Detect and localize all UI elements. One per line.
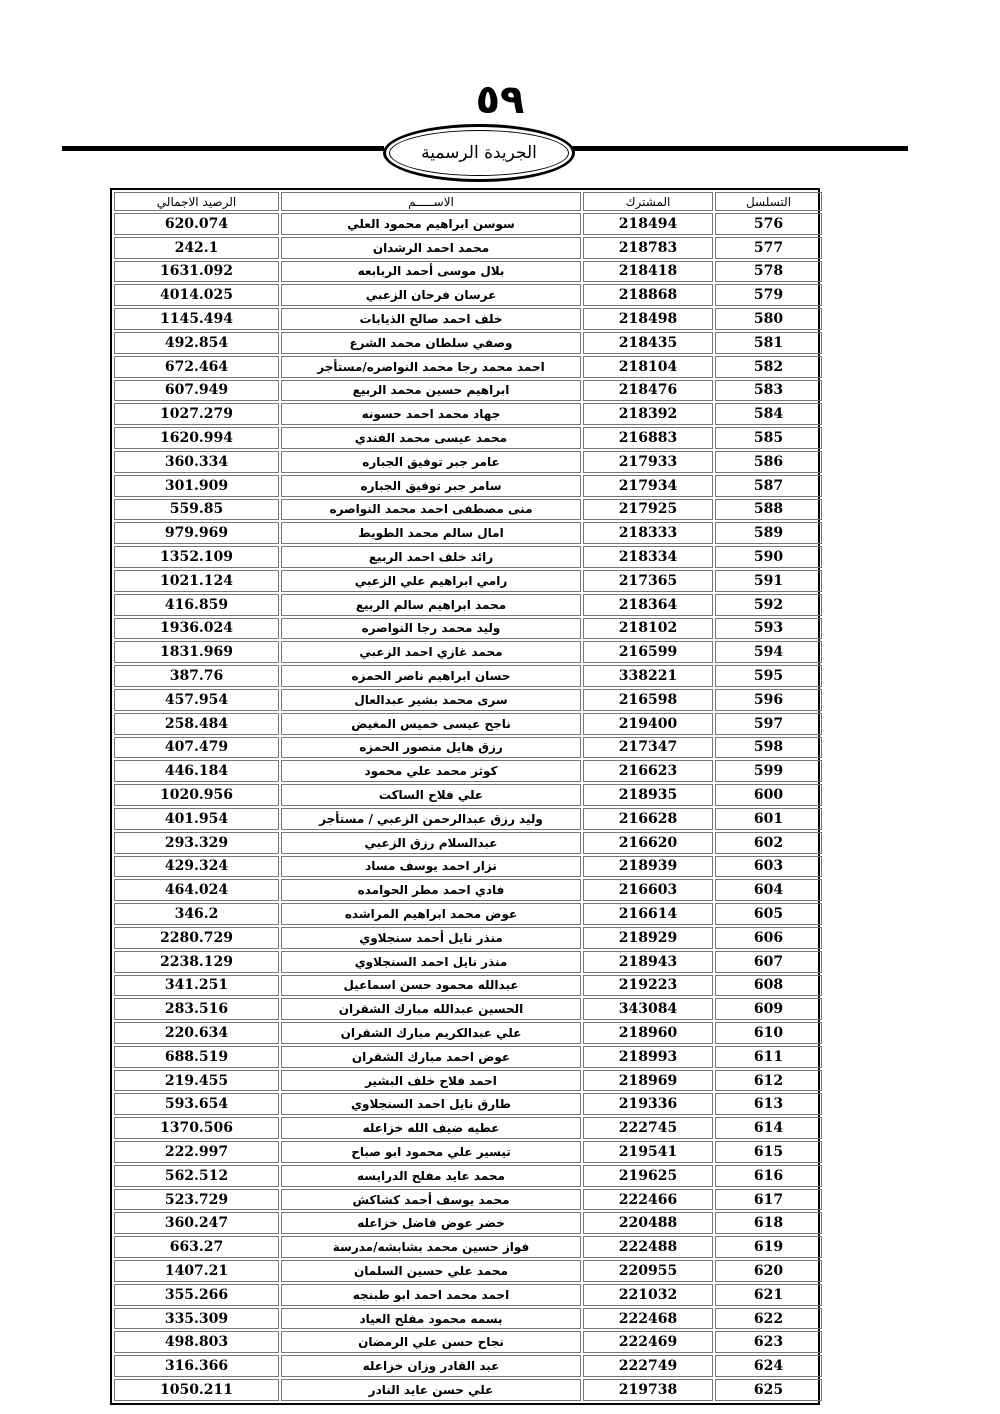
table-row xyxy=(114,213,822,235)
cell-serial: 621 xyxy=(715,1284,822,1306)
cell-subscriber: 217347 xyxy=(583,737,713,759)
cell-subscriber: 216620 xyxy=(583,832,713,854)
cell-serial: 616 xyxy=(715,1165,822,1187)
cell-subscriber: 217365 xyxy=(583,570,713,592)
cell-name: علي عبدالكريم مبارك الشقران xyxy=(281,1022,581,1044)
cell-balance: 341.251 xyxy=(114,975,279,997)
cell-name: جهاد محمد احمد حسونه xyxy=(281,403,581,425)
cell-serial: 591 xyxy=(715,570,822,592)
cell-subscriber: 218435 xyxy=(583,332,713,354)
cell-name: ناجح عيسى خميس المغيض xyxy=(281,713,581,735)
header-serial: التسلسل xyxy=(715,192,822,211)
table-row xyxy=(114,832,822,854)
cell-name: احمد محمد احمد ابو طبنجه xyxy=(281,1284,581,1306)
cell-serial: 605 xyxy=(715,903,822,925)
cell-serial: 583 xyxy=(715,380,822,402)
cell-balance: 293.329 xyxy=(114,832,279,854)
cell-balance: 2280.729 xyxy=(114,927,279,949)
cell-serial: 606 xyxy=(715,927,822,949)
cell-subscriber: 222468 xyxy=(583,1308,713,1330)
table-row xyxy=(114,1070,822,1092)
cell-subscriber: 219400 xyxy=(583,713,713,735)
cell-balance: 620.074 xyxy=(114,213,279,235)
cell-subscriber: 217933 xyxy=(583,451,713,473)
cell-name: عبد القادر وزان خزاعله xyxy=(281,1355,581,1377)
cell-name: الحسين عبدالله مبارك الشقران xyxy=(281,998,581,1020)
cell-subscriber: 218364 xyxy=(583,594,713,616)
cell-balance: 1050.211 xyxy=(114,1379,279,1401)
masthead-title: الجريدة الرسمية xyxy=(421,143,537,163)
page-number: ٥٩ xyxy=(475,77,525,123)
cell-serial: 587 xyxy=(715,475,822,497)
cell-serial: 599 xyxy=(715,760,822,782)
table-row xyxy=(114,1022,822,1044)
cell-name: عرسان فرحان الزعبي xyxy=(281,284,581,306)
cell-serial: 618 xyxy=(715,1212,822,1234)
cell-subscriber: 218943 xyxy=(583,951,713,973)
cell-name: عوض احمد مبارك الشقران xyxy=(281,1046,581,1068)
cell-balance: 1831.969 xyxy=(114,641,279,663)
cell-subscriber: 222469 xyxy=(583,1331,713,1353)
cell-subscriber: 216883 xyxy=(583,427,713,449)
cell-balance: 360.334 xyxy=(114,451,279,473)
table-row xyxy=(114,998,822,1020)
table-row xyxy=(114,1117,822,1139)
cell-subscriber: 222749 xyxy=(583,1355,713,1377)
cell-name: بسمه محمود مفلح العياد xyxy=(281,1308,581,1330)
cell-serial: 588 xyxy=(715,499,822,521)
subscribers-table xyxy=(110,188,820,1405)
cell-serial: 582 xyxy=(715,356,822,378)
cell-balance: 346.2 xyxy=(114,903,279,925)
cell-name: رزق هايل منصور الحمزه xyxy=(281,737,581,759)
cell-name: محمد ابراهيم سالم الربيع xyxy=(281,594,581,616)
cell-name: ابراهيم حسين محمد الربيع xyxy=(281,380,581,402)
header-name: الاســـــم xyxy=(281,192,581,211)
cell-serial: 619 xyxy=(715,1236,822,1258)
table-row xyxy=(114,618,822,640)
table-row xyxy=(114,856,822,878)
cell-name: عبدالسلام رزق الزعبي xyxy=(281,832,581,854)
table-row xyxy=(114,879,822,901)
cell-name: وصفي سلطان محمد الشرع xyxy=(281,332,581,354)
table-row xyxy=(114,356,822,378)
cell-balance: 688.519 xyxy=(114,1046,279,1068)
cell-name: محمد احمد الرشدان xyxy=(281,237,581,259)
cell-serial: 609 xyxy=(715,998,822,1020)
cell-serial: 617 xyxy=(715,1189,822,1211)
cell-serial: 584 xyxy=(715,403,822,425)
cell-balance: 523.729 xyxy=(114,1189,279,1211)
header-rule-right xyxy=(572,146,908,151)
cell-subscriber: 218494 xyxy=(583,213,713,235)
table-row xyxy=(114,1260,822,1282)
cell-name: عبدالله محمود حسن اسماعيل xyxy=(281,975,581,997)
cell-balance: 593.654 xyxy=(114,1093,279,1115)
table-row xyxy=(114,237,822,259)
cell-subscriber: 222466 xyxy=(583,1189,713,1211)
cell-balance: 672.464 xyxy=(114,356,279,378)
cell-subscriber: 218104 xyxy=(583,356,713,378)
cell-subscriber: 218960 xyxy=(583,1022,713,1044)
table-row xyxy=(114,261,822,283)
cell-balance: 335.309 xyxy=(114,1308,279,1330)
cell-balance: 464.024 xyxy=(114,879,279,901)
cell-serial: 579 xyxy=(715,284,822,306)
table-row xyxy=(114,427,822,449)
cell-balance: 355.266 xyxy=(114,1284,279,1306)
cell-balance: 1021.124 xyxy=(114,570,279,592)
table-row xyxy=(114,570,822,592)
cell-name: حسان ابراهيم ناصر الحمزه xyxy=(281,665,581,687)
masthead-inner-border xyxy=(389,130,569,176)
table-row xyxy=(114,284,822,306)
table-row xyxy=(114,641,822,663)
cell-balance: 301.909 xyxy=(114,475,279,497)
table-row xyxy=(114,808,822,830)
cell-name: تيسير علي محمود ابو صباح xyxy=(281,1141,581,1163)
cell-balance: 258.484 xyxy=(114,713,279,735)
cell-serial: 624 xyxy=(715,1355,822,1377)
cell-serial: 604 xyxy=(715,879,822,901)
cell-name: فواز حسين محمد بشابشه/مدرسة xyxy=(281,1236,581,1258)
table-row xyxy=(114,451,822,473)
cell-balance: 407.479 xyxy=(114,737,279,759)
cell-name: منذر نايل أحمد سنجلاوي xyxy=(281,927,581,949)
cell-balance: 2238.129 xyxy=(114,951,279,973)
table-row xyxy=(114,1355,822,1377)
cell-subscriber: 216623 xyxy=(583,760,713,782)
cell-serial: 612 xyxy=(715,1070,822,1092)
table-row xyxy=(114,1284,822,1306)
cell-subscriber: 216598 xyxy=(583,689,713,711)
cell-balance: 429.324 xyxy=(114,856,279,878)
cell-subscriber: 217925 xyxy=(583,499,713,521)
cell-subscriber: 221032 xyxy=(583,1284,713,1306)
cell-name: سامر جبر توفيق الجباره xyxy=(281,475,581,497)
table-row xyxy=(114,927,822,949)
cell-subscriber: 218392 xyxy=(583,403,713,425)
cell-serial: 597 xyxy=(715,713,822,735)
table-header-row xyxy=(114,192,822,211)
cell-balance: 360.247 xyxy=(114,1212,279,1234)
cell-balance: 446.184 xyxy=(114,760,279,782)
cell-subscriber: 218969 xyxy=(583,1070,713,1092)
cell-subscriber: 218868 xyxy=(583,284,713,306)
table-row xyxy=(114,713,822,735)
cell-serial: 613 xyxy=(715,1093,822,1115)
cell-name: فادي احمد مطر الحوامده xyxy=(281,879,581,901)
table-row xyxy=(114,1379,822,1401)
cell-serial: 592 xyxy=(715,594,822,616)
cell-name: احمد فلاح خلف البشير xyxy=(281,1070,581,1092)
cell-serial: 600 xyxy=(715,784,822,806)
cell-name: سوسن ابراهيم محمود العلي xyxy=(281,213,581,235)
cell-name: وليد رزق عبدالرحمن الزعبي / مستأجر xyxy=(281,808,581,830)
table-row xyxy=(114,665,822,687)
table-row xyxy=(114,1141,822,1163)
cell-subscriber: 219336 xyxy=(583,1093,713,1115)
cell-subscriber: 222488 xyxy=(583,1236,713,1258)
header-balance: الرصيد الاجمالي xyxy=(114,192,279,211)
cell-name: محمد علي حسين السلمان xyxy=(281,1260,581,1282)
table-row xyxy=(114,689,822,711)
header-rule-left xyxy=(62,146,384,151)
cell-balance: 219.455 xyxy=(114,1070,279,1092)
header-subscriber: المشترك xyxy=(583,192,713,211)
cell-subscriber: 220955 xyxy=(583,1260,713,1282)
cell-name: وليد محمد رجا النواصره xyxy=(281,618,581,640)
cell-balance: 401.954 xyxy=(114,808,279,830)
cell-subscriber: 216599 xyxy=(583,641,713,663)
cell-balance: 4014.025 xyxy=(114,284,279,306)
cell-balance: 1936.024 xyxy=(114,618,279,640)
cell-subscriber: 222745 xyxy=(583,1117,713,1139)
cell-balance: 387.76 xyxy=(114,665,279,687)
cell-name: محمد عايد مفلح الدرايسه xyxy=(281,1165,581,1187)
cell-name: سرى محمد بشير عبدالعال xyxy=(281,689,581,711)
cell-subscriber: 218476 xyxy=(583,380,713,402)
cell-subscriber: 218334 xyxy=(583,546,713,568)
cell-balance: 242.1 xyxy=(114,237,279,259)
cell-balance: 316.366 xyxy=(114,1355,279,1377)
cell-name: عطيه ضيف الله خزاعله xyxy=(281,1117,581,1139)
masthead-oval xyxy=(383,124,575,182)
cell-balance: 1020.956 xyxy=(114,784,279,806)
cell-name: عامر جبر توفيق الجباره xyxy=(281,451,581,473)
cell-name: علي حسن عايد النادر xyxy=(281,1379,581,1401)
cell-subscriber: 219541 xyxy=(583,1141,713,1163)
table-row xyxy=(114,522,822,544)
cell-subscriber: 219738 xyxy=(583,1379,713,1401)
cell-balance: 1631.092 xyxy=(114,261,279,283)
cell-serial: 580 xyxy=(715,308,822,330)
cell-name: رائد خلف احمد الربيع xyxy=(281,546,581,568)
cell-subscriber: 218498 xyxy=(583,308,713,330)
cell-name: نجاح حسن علي الرمضان xyxy=(281,1331,581,1353)
cell-subscriber: 218939 xyxy=(583,856,713,878)
cell-subscriber: 218418 xyxy=(583,261,713,283)
cell-serial: 622 xyxy=(715,1308,822,1330)
cell-serial: 595 xyxy=(715,665,822,687)
cell-subscriber: 218929 xyxy=(583,927,713,949)
cell-name: بلال موسى أحمد الربابعه xyxy=(281,261,581,283)
cell-serial: 615 xyxy=(715,1141,822,1163)
cell-serial: 607 xyxy=(715,951,822,973)
cell-balance: 1407.21 xyxy=(114,1260,279,1282)
cell-balance: 283.516 xyxy=(114,998,279,1020)
cell-balance: 562.512 xyxy=(114,1165,279,1187)
cell-subscriber: 219625 xyxy=(583,1165,713,1187)
cell-serial: 601 xyxy=(715,808,822,830)
cell-name: خلف احمد صالح الذيابات xyxy=(281,308,581,330)
cell-name: طارق نايل احمد السنجلاوي xyxy=(281,1093,581,1115)
cell-serial: 577 xyxy=(715,237,822,259)
cell-serial: 576 xyxy=(715,213,822,235)
table-row xyxy=(114,403,822,425)
table-row xyxy=(114,594,822,616)
cell-serial: 594 xyxy=(715,641,822,663)
cell-balance: 498.803 xyxy=(114,1331,279,1353)
cell-serial: 608 xyxy=(715,975,822,997)
cell-name: كوثر محمد علي محمود xyxy=(281,760,581,782)
cell-balance: 979.969 xyxy=(114,522,279,544)
cell-name: رامي ابراهيم علي الزعبي xyxy=(281,570,581,592)
cell-balance: 607.949 xyxy=(114,380,279,402)
cell-balance: 416.859 xyxy=(114,594,279,616)
cell-serial: 623 xyxy=(715,1331,822,1353)
table-row xyxy=(114,1212,822,1234)
cell-subscriber: 220488 xyxy=(583,1212,713,1234)
cell-serial: 581 xyxy=(715,332,822,354)
cell-subscriber: 216603 xyxy=(583,879,713,901)
cell-serial: 593 xyxy=(715,618,822,640)
cell-serial: 625 xyxy=(715,1379,822,1401)
cell-name: منى مصطفى احمد محمد النواصره xyxy=(281,499,581,521)
cell-subscriber: 218783 xyxy=(583,237,713,259)
cell-serial: 598 xyxy=(715,737,822,759)
cell-serial: 620 xyxy=(715,1260,822,1282)
cell-name: امال سالم محمد الطويط xyxy=(281,522,581,544)
table-row xyxy=(114,332,822,354)
cell-subscriber: 216628 xyxy=(583,808,713,830)
cell-name: محمد يوسف أحمد كشاكش xyxy=(281,1189,581,1211)
table-row xyxy=(114,1236,822,1258)
table-row xyxy=(114,380,822,402)
cell-name: خضر عوض فاضل خزاعله xyxy=(281,1212,581,1234)
table-row xyxy=(114,1308,822,1330)
cell-subscriber: 218935 xyxy=(583,784,713,806)
cell-subscriber: 218102 xyxy=(583,618,713,640)
cell-balance: 1352.109 xyxy=(114,546,279,568)
table-row xyxy=(114,951,822,973)
cell-subscriber: 218993 xyxy=(583,1046,713,1068)
table-row xyxy=(114,784,822,806)
cell-name: عوض محمد ابراهيم المراشده xyxy=(281,903,581,925)
table-row xyxy=(114,1046,822,1068)
table-row xyxy=(114,903,822,925)
cell-balance: 1370.506 xyxy=(114,1117,279,1139)
cell-name: محمد عيسى محمد الفندي xyxy=(281,427,581,449)
table-row xyxy=(114,975,822,997)
cell-subscriber: 218333 xyxy=(583,522,713,544)
cell-balance: 1145.494 xyxy=(114,308,279,330)
cell-balance: 220.634 xyxy=(114,1022,279,1044)
table-row xyxy=(114,475,822,497)
cell-subscriber: 219223 xyxy=(583,975,713,997)
cell-balance: 1027.279 xyxy=(114,403,279,425)
table-row xyxy=(114,499,822,521)
table-row xyxy=(114,1331,822,1353)
cell-serial: 614 xyxy=(715,1117,822,1139)
table-body xyxy=(114,213,822,1401)
cell-serial: 610 xyxy=(715,1022,822,1044)
cell-name: احمد محمد رجا محمد النواصره/مستأجر xyxy=(281,356,581,378)
cell-balance: 457.954 xyxy=(114,689,279,711)
table-row xyxy=(114,308,822,330)
cell-serial: 585 xyxy=(715,427,822,449)
cell-serial: 589 xyxy=(715,522,822,544)
table-row xyxy=(114,737,822,759)
cell-name: علي فلاح الساكت xyxy=(281,784,581,806)
table-row xyxy=(114,760,822,782)
cell-serial: 602 xyxy=(715,832,822,854)
table-row xyxy=(114,1165,822,1187)
cell-balance: 1620.994 xyxy=(114,427,279,449)
table-row xyxy=(114,1189,822,1211)
cell-serial: 586 xyxy=(715,451,822,473)
cell-name: منذر نايل احمد السنجلاوي xyxy=(281,951,581,973)
cell-serial: 611 xyxy=(715,1046,822,1068)
cell-serial: 578 xyxy=(715,261,822,283)
cell-serial: 596 xyxy=(715,689,822,711)
cell-serial: 590 xyxy=(715,546,822,568)
cell-subscriber: 343084 xyxy=(583,998,713,1020)
table-row xyxy=(114,546,822,568)
cell-subscriber: 217934 xyxy=(583,475,713,497)
cell-balance: 492.854 xyxy=(114,332,279,354)
cell-balance: 559.85 xyxy=(114,499,279,521)
cell-balance: 222.997 xyxy=(114,1141,279,1163)
cell-subscriber: 338221 xyxy=(583,665,713,687)
cell-subscriber: 216614 xyxy=(583,903,713,925)
cell-name: محمد غازي احمد الزعبي xyxy=(281,641,581,663)
cell-name: نزار احمد يوسف مساد xyxy=(281,856,581,878)
cell-serial: 603 xyxy=(715,856,822,878)
cell-balance: 663.27 xyxy=(114,1236,279,1258)
table-row xyxy=(114,1093,822,1115)
